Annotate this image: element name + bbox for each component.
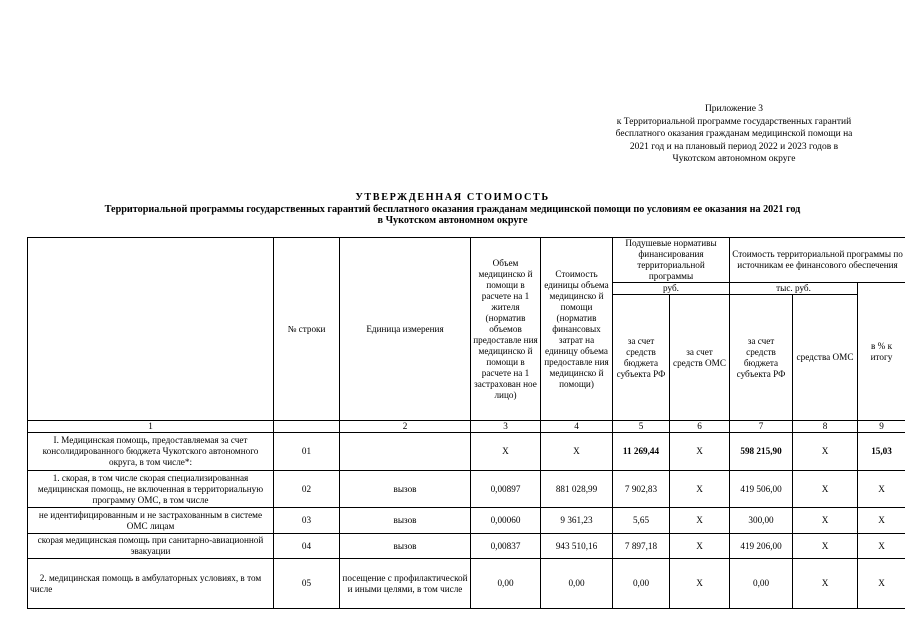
row-pc-oms: Х [670,559,730,609]
row-pc-budget: 11 269,44 [613,433,670,471]
row-pc-oms: Х [670,471,730,508]
row-name: 2. медицинская помощь в амбулаторных условиях, в том числе [28,559,274,609]
header-per-capita: Подушевые нормативы финансирования территориальной программы [613,238,730,283]
row-unit: посещение с профилактической и иными целями, в том числе [340,559,471,609]
appendix-line: 2021 год и на плановый период 2022 и 2023 годов в [629,141,839,152]
col-number: 3 [471,421,541,433]
row-c-budget: 598 215,90 [730,433,793,471]
row-unit: вызов [340,508,471,534]
row-pc-budget: 7 902,83 [613,471,670,508]
row-unit-cost: Х [541,433,613,471]
table-row [28,559,905,609]
row-pct: Х [858,534,905,559]
title-line-2: Территориальной программы государственных гарантий бесплатного оказания гражданам медицинской помощи по условиям ее оказания на 2021 год [104,203,801,215]
col-number: 7 [730,421,793,433]
row-pc-oms: Х [670,508,730,534]
header-per-capita-units: руб. [613,283,730,295]
col-number: 4 [541,421,613,433]
row-c-oms: Х [793,471,858,508]
header-budget-2: за счет средств бюджета субъекта РФ [730,295,793,421]
row-c-oms: Х [793,534,858,559]
row-no: 05 [274,559,340,609]
row-unit: вызов [340,471,471,508]
table-row [28,508,905,534]
row-name: 1. скорая, в том числе скорая специализированная медицинская помощь, не включенная в территориальную программу ОМС, в том числе [28,471,274,508]
col-number [274,421,340,433]
header-budget: за счет средств бюджета субъекта РФ [613,295,670,421]
row-pc-budget: 0,00 [613,559,670,609]
row-unit [340,433,471,471]
row-pct: Х [858,559,905,609]
row-no: 04 [274,534,340,559]
appendix-line: к Территориальной программе государственных гарантий [616,116,852,127]
row-c-oms: Х [793,433,858,471]
row-name: не идентифицированным и не застрахованным в системе ОМС лицам [28,508,274,534]
col-number: 2 [340,421,471,433]
appendix-line: бесплатного оказания гражданам медицинской помощи на [615,129,853,139]
row-volume: 0,00 [471,559,541,609]
row-c-oms: Х [793,559,858,609]
col-number: 6 [670,421,730,433]
title-line-3: в Чукотском автономном округе [377,215,528,226]
row-volume: Х [471,433,541,471]
row-pc-budget: 5,65 [613,508,670,534]
col-number: 1 [28,421,274,433]
header-unit: Единица измерения [340,238,471,421]
document-title [0,192,905,227]
row-unit: вызов [340,534,471,559]
header-oms: за счет средств ОМС [670,295,730,421]
row-c-budget: 419 206,00 [730,534,793,559]
row-pc-oms: Х [670,534,730,559]
row-pc-budget: 7 897,18 [613,534,670,559]
row-volume: 0,00060 [471,508,541,534]
row-pct: 15,03 [858,433,905,471]
row-unit-cost: 9 361,23 [541,508,613,534]
row-name: I. Медицинская помощь, предоставляемая за счет консолидированного бюджета Чукотского автономного округа, в том числе*: [28,433,274,471]
row-no: 02 [274,471,340,508]
appendix-note [586,103,882,166]
cost-table [27,237,905,609]
row-volume: 0,00897 [471,471,541,508]
header-volume: Объем медицинско й помощи в расчете на 1 жителя (норматив объемов предоставле ния медицинско й помощи в расчете на 1 застрахован ное лицо) [471,238,541,421]
header-oms-2: средства ОМС [793,295,858,421]
header-blank [28,238,274,421]
table-row [28,433,905,471]
appendix-line: Приложение 3 [704,104,764,114]
table-row [28,471,905,508]
table-row [28,534,905,559]
header-row-no: № строки [274,238,340,421]
row-no: 01 [274,433,340,471]
header-unit-cost: Стоимость единицы объема медицинско й помощи (норматив финансовых затрат на единицу объема предоставле ния медицинско й помощи) [541,238,613,421]
col-number: 5 [613,421,670,433]
row-name: скорая медицинская помощь при санитарно-авиационной эвакуации [28,534,274,559]
row-pc-oms: Х [670,433,730,471]
row-c-budget: 300,00 [730,508,793,534]
row-pct: Х [858,471,905,508]
header-pct-total: в % к итогу [858,283,905,421]
row-volume: 0,00837 [471,534,541,559]
title-line-1: УТВЕРЖДЕННАЯ СТОИМОСТЬ [355,192,550,203]
row-c-budget: 0,00 [730,559,793,609]
row-unit-cost: 881 028,99 [541,471,613,508]
row-unit-cost: 943 510,16 [541,534,613,559]
row-no: 03 [274,508,340,534]
row-pct: Х [858,508,905,534]
row-c-budget: 419 506,00 [730,471,793,508]
col-number: 8 [793,421,858,433]
col-number: 9 [858,421,905,433]
row-c-oms: Х [793,508,858,534]
header-cost-by-source: Стоимость территориальной программы по источникам ее финансового обеспечения [730,238,905,283]
appendix-line: Чукотском автономном округе [672,154,796,164]
header-cost-units: тыс. руб. [730,283,858,295]
row-unit-cost: 0,00 [541,559,613,609]
